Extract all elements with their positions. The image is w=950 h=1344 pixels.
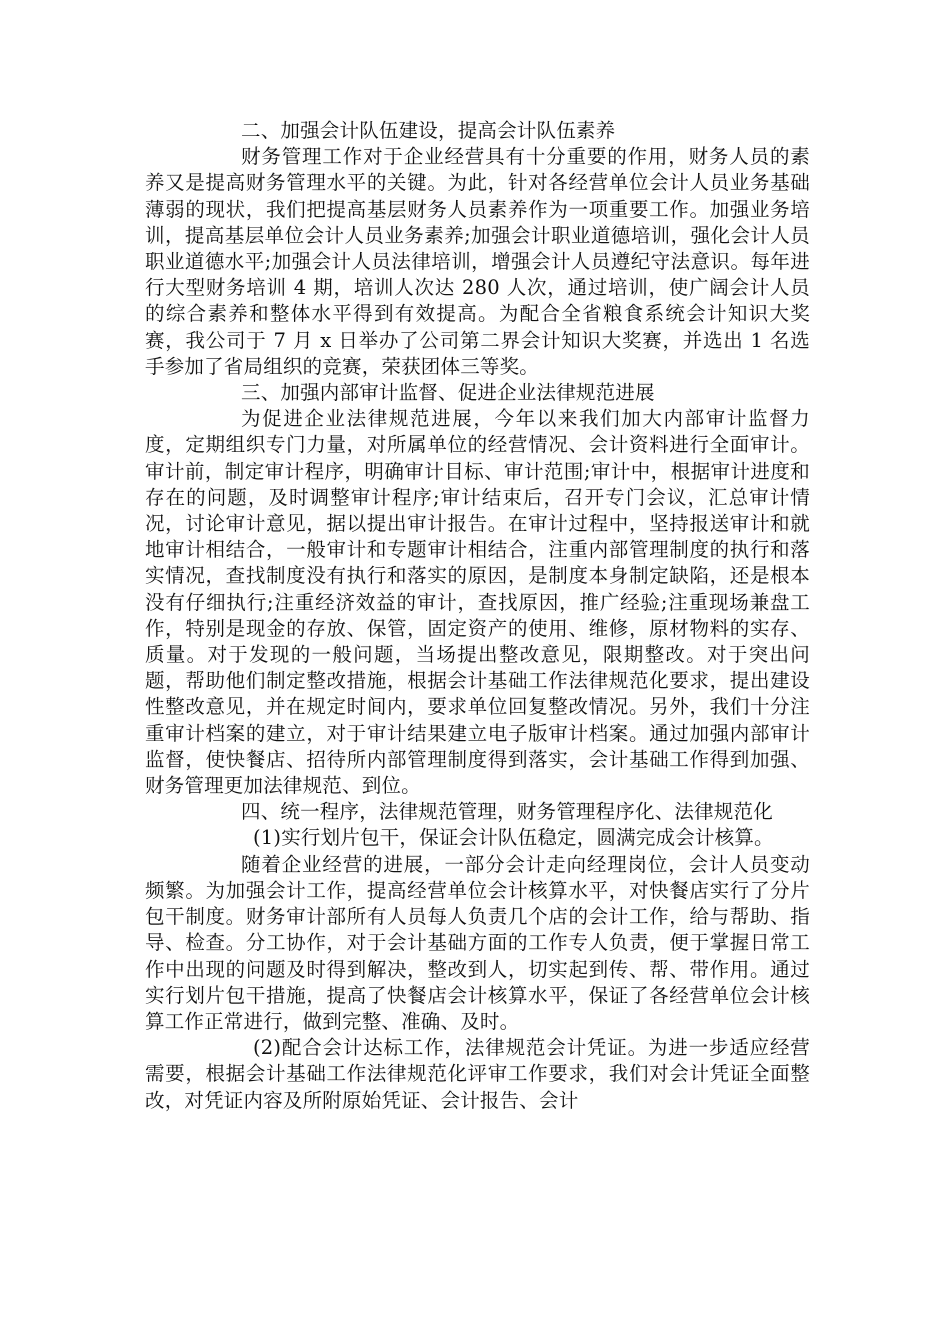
body-paragraph: 为促进企业法律规范进展，今年以来我们加大内部审计监督力度，定期组织专门力量，对所属单位的经营情况、会计资料进行全面审计。审计前，制定审计程序，明确审计目标、审计范围;审计中，根据审计进度和存在的问题，及时调整审计程序;审计结束后，召开专门会议，汇总审计情况，讨论审计意见，据以提出审计报告。在审计过程中，坚持报送审计和就地审计相结合，一般审计和专题审计相结合，注重内部管理制度的执行和落实情况，查找制度没有执行和落实的原因，是制度本身制定缺陷，还是根本没有仔细执行;注重经济效益的审计，查找原因，推广经验;注重现场兼盘工作，特别是现金的存放、保管，固定资产的使用、维修，原材物料的实存、质量。对于发现的一般问题，当场提出整改意见，限期整改。对于突出问题，帮助他们制定整改措施，根据会计基础工作法律规范化要求，提出建设性整改意见，并在规定时间内，要求单位回复整改情况。另外，我们十分注重审计档案的建立，对于审计结果建立电子版审计档案。通过加强内部审计监督，使快餐店、招待所内部管理制度得到落实，会计基础工作得到加强、财务管理更加法律规范、到位。: [145, 407, 810, 798]
section-heading: 三、加强内部审计监督、促进企业法律规范进展: [241, 381, 655, 405]
section-heading: 四、统一程序，法律规范管理，财务管理程序化、法律规范化: [241, 800, 773, 824]
item-heading: (2)配合会计达标工作，法律规范会计凭证。为进一步适应经营需要，根据会计基础工作法律规范化评审工作要求，我们对会计凭证全面整改，对凭证内容及所附原始凭证、会计报告、会计: [145, 1036, 810, 1112]
document-page: [145, 118, 810, 1114]
body-paragraph: 财务管理工作对于企业经营具有十分重要的作用，财务人员的素养又是提高财务管理水平的关键。为此，针对各经营单位会计人员业务基础薄弱的现状，我们把提高基层财务人员素养作为一项重要工作。加强业务培训，提高基层单位会计人员业务素养;加强会计职业道德培训，强化会计人员职业道德水平;加强会计人员法律培训，增强会计人员遵纪守法意识。每年进行大型财务培训 4 期，培训人次达 280 人次，通过培训，使广阔会计人员的综合素养和整体水平得到有效提高。为配合全省粮食系统会计知识大奖赛，我公司于 7 月 x 日举办了公司第二界会计知识大奖赛，并选出 1 名选手参加了省局组织的竞赛，荣获团体三等奖。: [145, 145, 810, 378]
body-paragraph: 随着企业经营的进展，一部分会计走向经理岗位，会计人员变动频繁。为加强会计工作，提高经营单位会计核算水平，对快餐店实行了分片包干制度。财务审计部所有人员每人负责几个店的会计工作，给与帮助、指导、检查。分工协作，对于会计基础方面的工作专人负责，便于掌握日常工作中出现的问题及时得到解决，整改到人，切实起到传、帮、带作用。通过实行划片包干措施，提高了快餐店会计核算水平，保证了各经营单位会计核算工作正常进行，做到完整、准确、及时。: [145, 852, 810, 1033]
section-heading: 二、加强会计队伍建设，提高会计队伍素养: [241, 119, 616, 142]
item-heading: (1)实行划片包干，保证会计队伍稳定，圆满完成会计核算。: [253, 826, 774, 850]
